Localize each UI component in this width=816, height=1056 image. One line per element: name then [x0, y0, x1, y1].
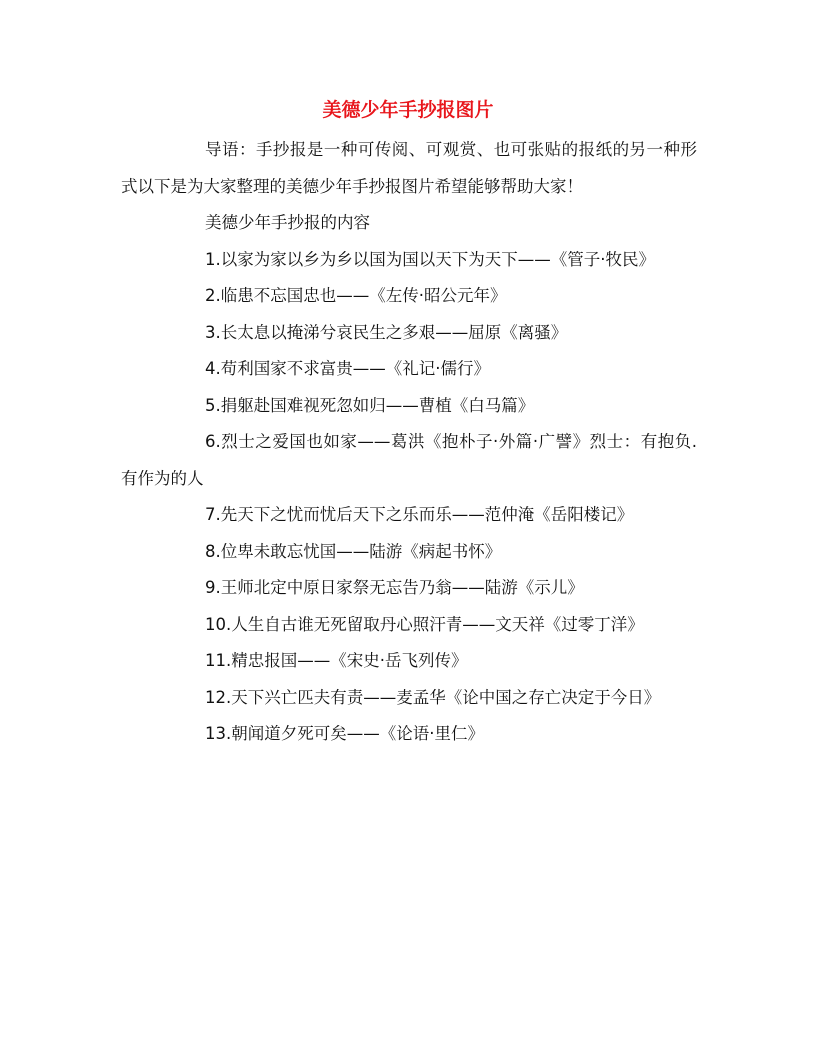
quote-item-12: 12.天下兴亡匹夫有责——麦孟华《论中国之存亡决定于今日》 [205, 687, 661, 707]
quote-item-9: 9.王师北定中原日家祭无忘告乃翁——陆游《示儿》 [205, 578, 584, 597]
quote-item-8: 8.位卑未敢忘忧国——陆游《病起书怀》 [205, 541, 502, 561]
quote-item-6: 6.烈士之爱国也如家——葛洪《抱朴子·外篇·广譬》烈士：有抱负.有作为的人 [121, 432, 697, 488]
section-heading: 美德少年手抄报的内容 [205, 213, 370, 232]
quote-item-2: 2.临患不忘国忠也——《左传·昭公元年》 [205, 286, 507, 305]
document-title: 美德少年手抄报图片 [322, 99, 494, 121]
quote-item-1: 1.以家为家以乡为乡以国为国以天下为天下——《管子·牧民》 [205, 249, 655, 269]
quote-item-5: 5.捐躯赴国难视死忽如归——曹植《白马篇》 [205, 395, 535, 415]
quote-item-10: 10.人生自古谁无死留取丹心照汗青——文天祥《过零丁洋》 [205, 614, 644, 634]
quote-item-7: 7.先天下之忧而忧后天下之乐而乐——范仲淹《岳阳楼记》 [205, 505, 634, 524]
intro-paragraph: 导语：手抄报是一种可传阅、可观赏、也可张贴的报纸的另一种形式以下是为大家整理的美德少年手抄报图片希望能够帮助大家！ [121, 140, 697, 196]
quote-item-13: 13.朝闻道夕死可矣——《论语·里仁》 [205, 724, 484, 743]
quote-item-4: 4.苟利国家不求富贵——《礼记·儒行》 [205, 359, 490, 378]
document-body [121, 132, 697, 753]
quote-item-11: 11.精忠报国——《宋史·岳飞列传》 [205, 651, 468, 670]
quote-item-3: 3.长太息以掩涕兮哀民生之多艰——屈原《离骚》 [205, 322, 568, 342]
